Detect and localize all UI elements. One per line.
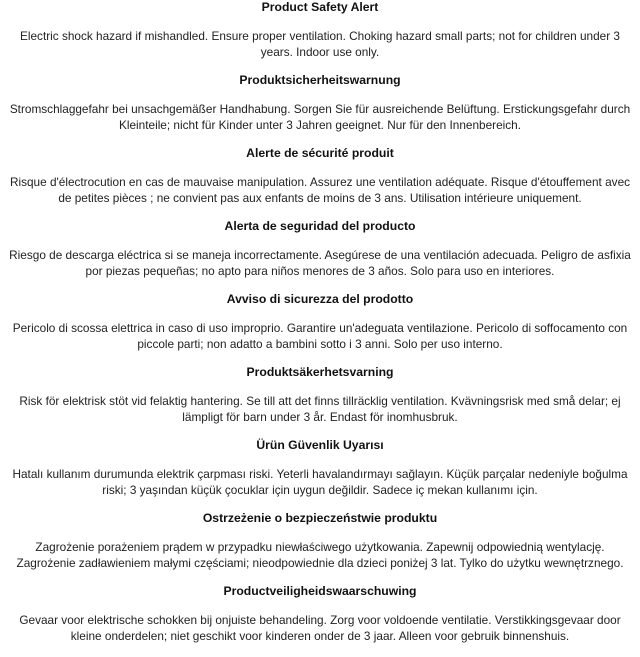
body-line: por piezas pequeñas; no apto para niños menores de 3 años. Solo para uso en interiores. [85, 264, 555, 278]
section-title: Produktsäkerhetsvarning [246, 365, 394, 379]
body-line: de petites pièces ; ne convient pas aux enfants de moins de 3 ans. Utilisation intérieure uniquement. [58, 191, 582, 205]
body-line: Zagrożenie porażeniem prądem w przypadku niewłaściwego użytkowania. Zapewnij odpowiednią wentylację. [35, 540, 605, 554]
body-line: Zagrożenie zadławieniem małymi częściami; nieodpowiednie dla dzieci poniżej 3 lat. Tylko do użytku wewnętrznego. [16, 556, 624, 570]
body-line: Electric shock hazard if mishandled. Ensure proper ventilation. Choking hazard small parts; not for children under 3 [20, 29, 620, 43]
section-body [0, 88, 640, 146]
body-line: riski; 3 yaşından küçük çocuklar için uygun değildir. Sadece iç mekan kullanımı için. [102, 483, 538, 497]
section-title: Produktsicherheitswarnung [239, 73, 401, 87]
section-body [0, 161, 640, 219]
section-swedish [0, 365, 640, 438]
section-body [0, 453, 640, 511]
section-english [0, 0, 640, 73]
body-line: years. Indoor use only. [260, 45, 380, 59]
section-title: Alerta de seguridad del producto [224, 219, 416, 233]
section-body [0, 380, 640, 438]
body-line: Risque d'électrocution en cas de mauvaise manipulation. Assurez une ventilation adéquate. Risque d'étouffement avec [9, 175, 631, 189]
body-line: Gevaar voor elektrische schokken bij onjuiste behandeling. Zorg voor voldoende ventilatie. Verstikkingsgevaar door [19, 613, 621, 627]
body-line: Risk för elektrisk stöt vid felaktig hantering. Se till att det finns tillräcklig ventilation. Kvävningsrisk med små delar; ej [19, 394, 621, 408]
section-turkish [0, 438, 640, 511]
body-line: Stromschlaggefahr bei unsachgemäßer Handhabung. Sorgen Sie für ausreichende Belüftung. Erstickungsgefahr durch [9, 102, 631, 116]
section-title: Ürün Güvenlik Uyarısı [256, 438, 384, 452]
section-polish [0, 511, 640, 584]
section-french [0, 146, 640, 219]
section-body [0, 526, 640, 584]
body-line: Kleinteile; nicht für Kinder unter 3 Jahren geeignet. Nur für den Innenbereich. [119, 118, 521, 132]
body-line: Pericolo di scossa elettrica in caso di uso improprio. Garantire un'adeguata ventilazione. Pericolo di soffocamento con [12, 321, 628, 335]
section-title: Productveiligheidswaarschuwing [223, 584, 417, 598]
section-body [0, 234, 640, 292]
body-line: piccole parti; non adatto a bambini sotto i 3 anni. Solo per uso interno. [137, 337, 503, 351]
section-title: Ostrzeżenie o bezpieczeństwie produktu [202, 511, 438, 525]
body-line: kleine onderdelen; niet geschikt voor kinderen onder de 3 jaar. Alleen voor gebruik binnenshuis. [70, 629, 570, 643]
section-title: Product Safety Alert [261, 0, 379, 14]
body-line: Riesgo de descarga eléctrica si se maneja incorrectamente. Asegúrese de una ventilación adecuada. Peligro de asfixia [9, 248, 631, 262]
section-body [0, 307, 640, 365]
section-dutch [0, 584, 640, 657]
section-spanish [0, 219, 640, 292]
body-line: lämpligt för barn under 3 år. Endast för inomhusbruk. [182, 410, 458, 424]
section-body [0, 599, 640, 657]
section-title: Alerte de sécurité produit [246, 146, 394, 160]
section-german [0, 73, 640, 146]
body-line: Hatalı kullanım durumunda elektrik çarpması riski. Yeterli havalandırmayı sağlayın. Küçük parçalar nedeniyle boğulma [12, 467, 628, 481]
section-italian [0, 292, 640, 365]
section-body [0, 15, 640, 73]
section-title: Avviso di sicurezza del prodotto [226, 292, 414, 306]
